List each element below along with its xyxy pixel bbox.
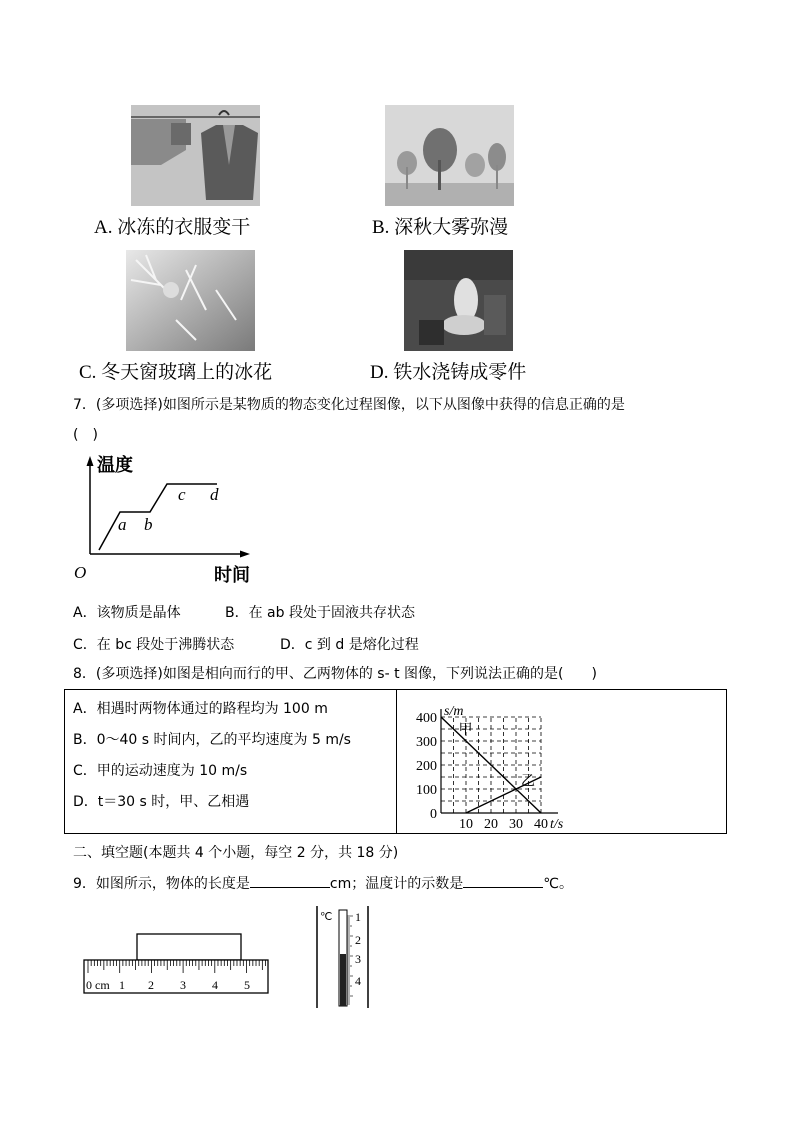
measured-block <box>137 934 241 960</box>
q8-option-d: D．t＝30 s 时，甲、乙相遇 <box>73 794 250 810</box>
q9-degree-unit: ℃。 <box>543 876 573 892</box>
q7-option-d: D．c 到 d 是熔化过程 <box>280 637 419 653</box>
ruler-label-1: 1 <box>119 978 125 992</box>
window-frost-image <box>126 250 255 351</box>
q8-box-divider <box>396 690 397 833</box>
ruler-label-2: 2 <box>148 978 154 992</box>
thermo-label-2: 2 <box>355 933 361 947</box>
thermometer-ticks <box>347 916 353 1004</box>
thermo-label-1: 1 <box>355 910 361 924</box>
q7-option-c: C．在 bc 段处于沸腾状态 <box>73 637 235 653</box>
q7-stem: 7．(多项选择)如图所示是某物质的物态变化过程图像，以下从图像中获得的信息正确的是 <box>73 397 625 413</box>
graph-point-c: c <box>178 485 186 504</box>
frozen-clothes-image <box>131 105 260 206</box>
graph-point-b: b <box>144 515 153 534</box>
x-tick-40: 40 <box>534 817 548 832</box>
x-tick-20: 20 <box>484 817 498 832</box>
q8-option-c: C．甲的运动速度为 10 m/s <box>73 763 248 779</box>
x-tick-30: 30 <box>509 817 523 832</box>
ruler-figure <box>80 932 275 997</box>
q8-stem: 8．(多项选择)如图是相向而行的甲、乙两物体的 s- t 图像，下列说法正确的是( ) <box>73 666 597 682</box>
q8-option-a: A．相遇时两物体通过的路程均为 100 m <box>73 701 328 717</box>
fog-image <box>385 105 514 206</box>
option-b-caption: B. 深秋大雾弥漫 <box>372 217 509 238</box>
y-tick-400: 400 <box>416 711 437 726</box>
y-tick-0: 0 <box>430 807 437 822</box>
q7-paren: ( ) <box>73 427 98 443</box>
q7-option-b: B．在 ab 段处于固液共存状态 <box>225 605 415 621</box>
phase-change-graph <box>70 452 260 587</box>
q9-stem-text: 9．如图所示，物体的长度是 <box>73 876 250 892</box>
length-answer-blank[interactable] <box>250 873 330 888</box>
thermometer-unit: ℃ <box>320 911 333 923</box>
graph-xlabel: 时间 <box>214 565 250 586</box>
option-d-caption: D. 铁水浇铸成零件 <box>370 362 527 383</box>
ruler-label-0: 0 cm <box>86 978 110 992</box>
q9-unit-text: cm；温度计的示数是 <box>329 876 464 892</box>
molten-iron-image <box>404 250 513 351</box>
q8-box <box>64 689 727 834</box>
thermo-label-3: 3 <box>355 952 361 966</box>
st-chart <box>400 695 600 832</box>
thermometer-figure <box>313 904 373 1012</box>
section-2-title: 二、填空题(本题共 4 个小题，每空 2 分，共 18 分) <box>73 845 399 861</box>
y-tick-100: 100 <box>416 783 437 798</box>
ruler-label-4: 4 <box>212 978 218 992</box>
q8-option-b: B．0～40 s 时间内，乙的平均速度为 5 m/s <box>73 732 351 748</box>
graph-point-d: d <box>210 485 219 504</box>
ruler-label-5: 5 <box>244 978 250 992</box>
graph-origin: O <box>74 563 87 582</box>
graph-point-a: a <box>118 515 127 534</box>
option-c-caption: C. 冬天窗玻璃上的冰花 <box>79 362 273 383</box>
option-a-caption: A. 冰冻的衣服变干 <box>94 217 251 238</box>
chart-xlabel: t/s <box>550 817 564 832</box>
chart-ylabel: s/m <box>444 704 464 719</box>
ruler-label-3: 3 <box>180 978 186 992</box>
series-label-jia: 甲 <box>458 721 473 738</box>
y-tick-300: 300 <box>416 735 437 750</box>
series-label-yi: 乙 <box>521 773 535 790</box>
q7-option-a: A．该物质是晶体 <box>73 605 181 621</box>
temperature-answer-blank[interactable] <box>463 873 543 888</box>
q9-stem <box>73 873 573 894</box>
x-tick-10: 10 <box>459 817 473 832</box>
y-tick-200: 200 <box>416 759 437 774</box>
thermometer-liquid <box>340 954 346 1006</box>
graph-ylabel: 温度 <box>97 455 133 476</box>
thermo-label-4: 4 <box>355 974 361 988</box>
